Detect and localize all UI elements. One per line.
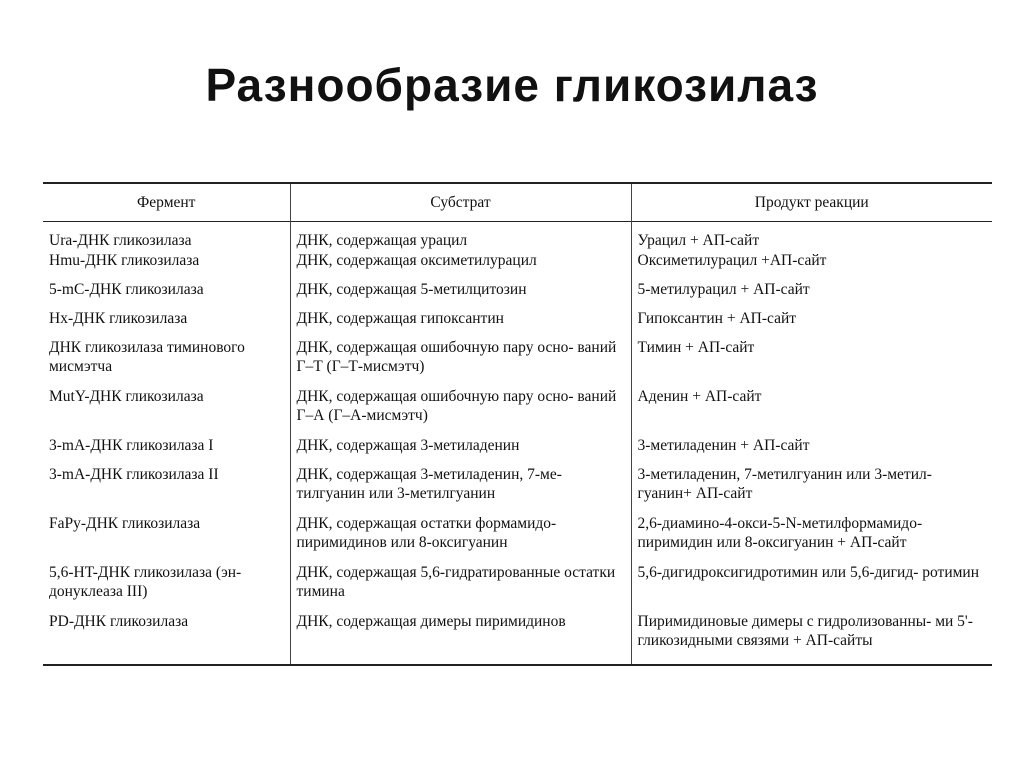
header-row xyxy=(43,183,992,222)
enzyme-cell: Ura-ДНК гликозилаза xyxy=(49,232,192,249)
substrate-cell: ДНК, содержащая 5-метилцитозин xyxy=(290,280,631,309)
product-cell: 5,6-дигидроксигидротимин или 5,6-дигид- ротимин xyxy=(631,563,992,612)
enzyme-cell: 5,6-HT-ДНК гликозилаза (эн- донуклеаза III) xyxy=(49,564,242,600)
substrate-cell: ДНК, содержащая урацил xyxy=(290,222,631,252)
table-row xyxy=(43,436,992,465)
product-cell: Тимин + АП-сайт xyxy=(631,338,992,387)
table-row xyxy=(43,309,992,338)
product-cell: 3-метиладенин + АП-сайт xyxy=(631,436,992,465)
table-body xyxy=(43,222,992,666)
table-row xyxy=(43,280,992,309)
table-row xyxy=(43,465,992,514)
enzyme-cell: 3-mA-ДНК гликозилаза II xyxy=(49,466,219,483)
product-cell: Аденин + АП-сайт xyxy=(631,387,992,436)
table-row xyxy=(43,563,992,612)
header-substrate: Субстрат xyxy=(290,183,631,222)
enzyme-cell: 5-mC-ДНК гликозилаза xyxy=(49,281,204,298)
table-header xyxy=(43,183,992,222)
substrate-cell: ДНК, содержащая ошибочную пару осно- ваний Г–Т (Г–Т-мисмэтч) xyxy=(290,338,631,387)
product-cell: Пиримидиновые димеры с гидролизованны- ми 5'-гликозидными связями + АП-сайты xyxy=(631,612,992,665)
enzyme-cell: ДНК гликозилаза тиминового мисмэтча xyxy=(49,339,245,375)
table-row xyxy=(43,251,992,280)
substrate-cell: ДНК, содержащая гипоксантин xyxy=(290,309,631,338)
table-row xyxy=(43,514,992,563)
table-row xyxy=(43,387,992,436)
table-row xyxy=(43,338,992,387)
enzyme-cell: 3-mA-ДНК гликозилаза I xyxy=(49,437,214,454)
product-cell: Гипоксантин + АП-сайт xyxy=(631,309,992,338)
header-product: Продукт реакции xyxy=(631,183,992,222)
glycosylase-table xyxy=(43,182,992,666)
substrate-cell: ДНК, содержащая 3-метиладенин, 7-ме- тилгуанин или 3-метилгуанин xyxy=(290,465,631,514)
enzyme-cell: MutY-ДНК гликозилаза xyxy=(49,388,204,405)
substrate-cell: ДНК, содержащая 3-метиладенин xyxy=(290,436,631,465)
substrate-cell: ДНК, содержащая оксиметилурацил xyxy=(290,251,631,280)
substrate-cell: ДНК, содержащая димеры пиримидинов xyxy=(290,612,631,665)
table-row xyxy=(43,612,992,665)
product-cell: Урацил + АП-сайт xyxy=(631,222,992,252)
enzyme-cell: PD-ДНК гликозилаза xyxy=(49,613,189,630)
substrate-cell: ДНК, содержащая остатки формамидо- пиримидинов или 8-оксигуанин xyxy=(290,514,631,563)
substrate-cell: ДНК, содержащая 5,6-гидратированные остатки тимина xyxy=(290,563,631,612)
product-cell: 2,6-диамино-4-окси-5-N-метилформамидо- пиримидин или 8-оксигуанин + АП-сайт xyxy=(631,514,992,563)
product-cell: 5-метилурацил + АП-сайт xyxy=(631,280,992,309)
product-cell: 3-метиладенин, 7-метилгуанин или 3-метил- гуанин+ АП-сайт xyxy=(631,465,992,514)
header-enzyme: Фермент xyxy=(137,194,196,211)
page-title: Разнообразие гликозилаз xyxy=(205,59,819,111)
enzyme-cell: FaPy-ДНК гликозилаза xyxy=(49,515,201,532)
enzyme-cell: Hmu-ДНК гликозилаза xyxy=(49,252,200,269)
table-row xyxy=(43,222,992,252)
substrate-cell: ДНК, содержащая ошибочную пару осно- ваний Г–А (Г–А-мисмэтч) xyxy=(290,387,631,436)
enzyme-cell: Hx-ДНК гликозилаза xyxy=(49,310,188,327)
product-cell: Оксиметилурацил +АП-сайт xyxy=(631,251,992,280)
